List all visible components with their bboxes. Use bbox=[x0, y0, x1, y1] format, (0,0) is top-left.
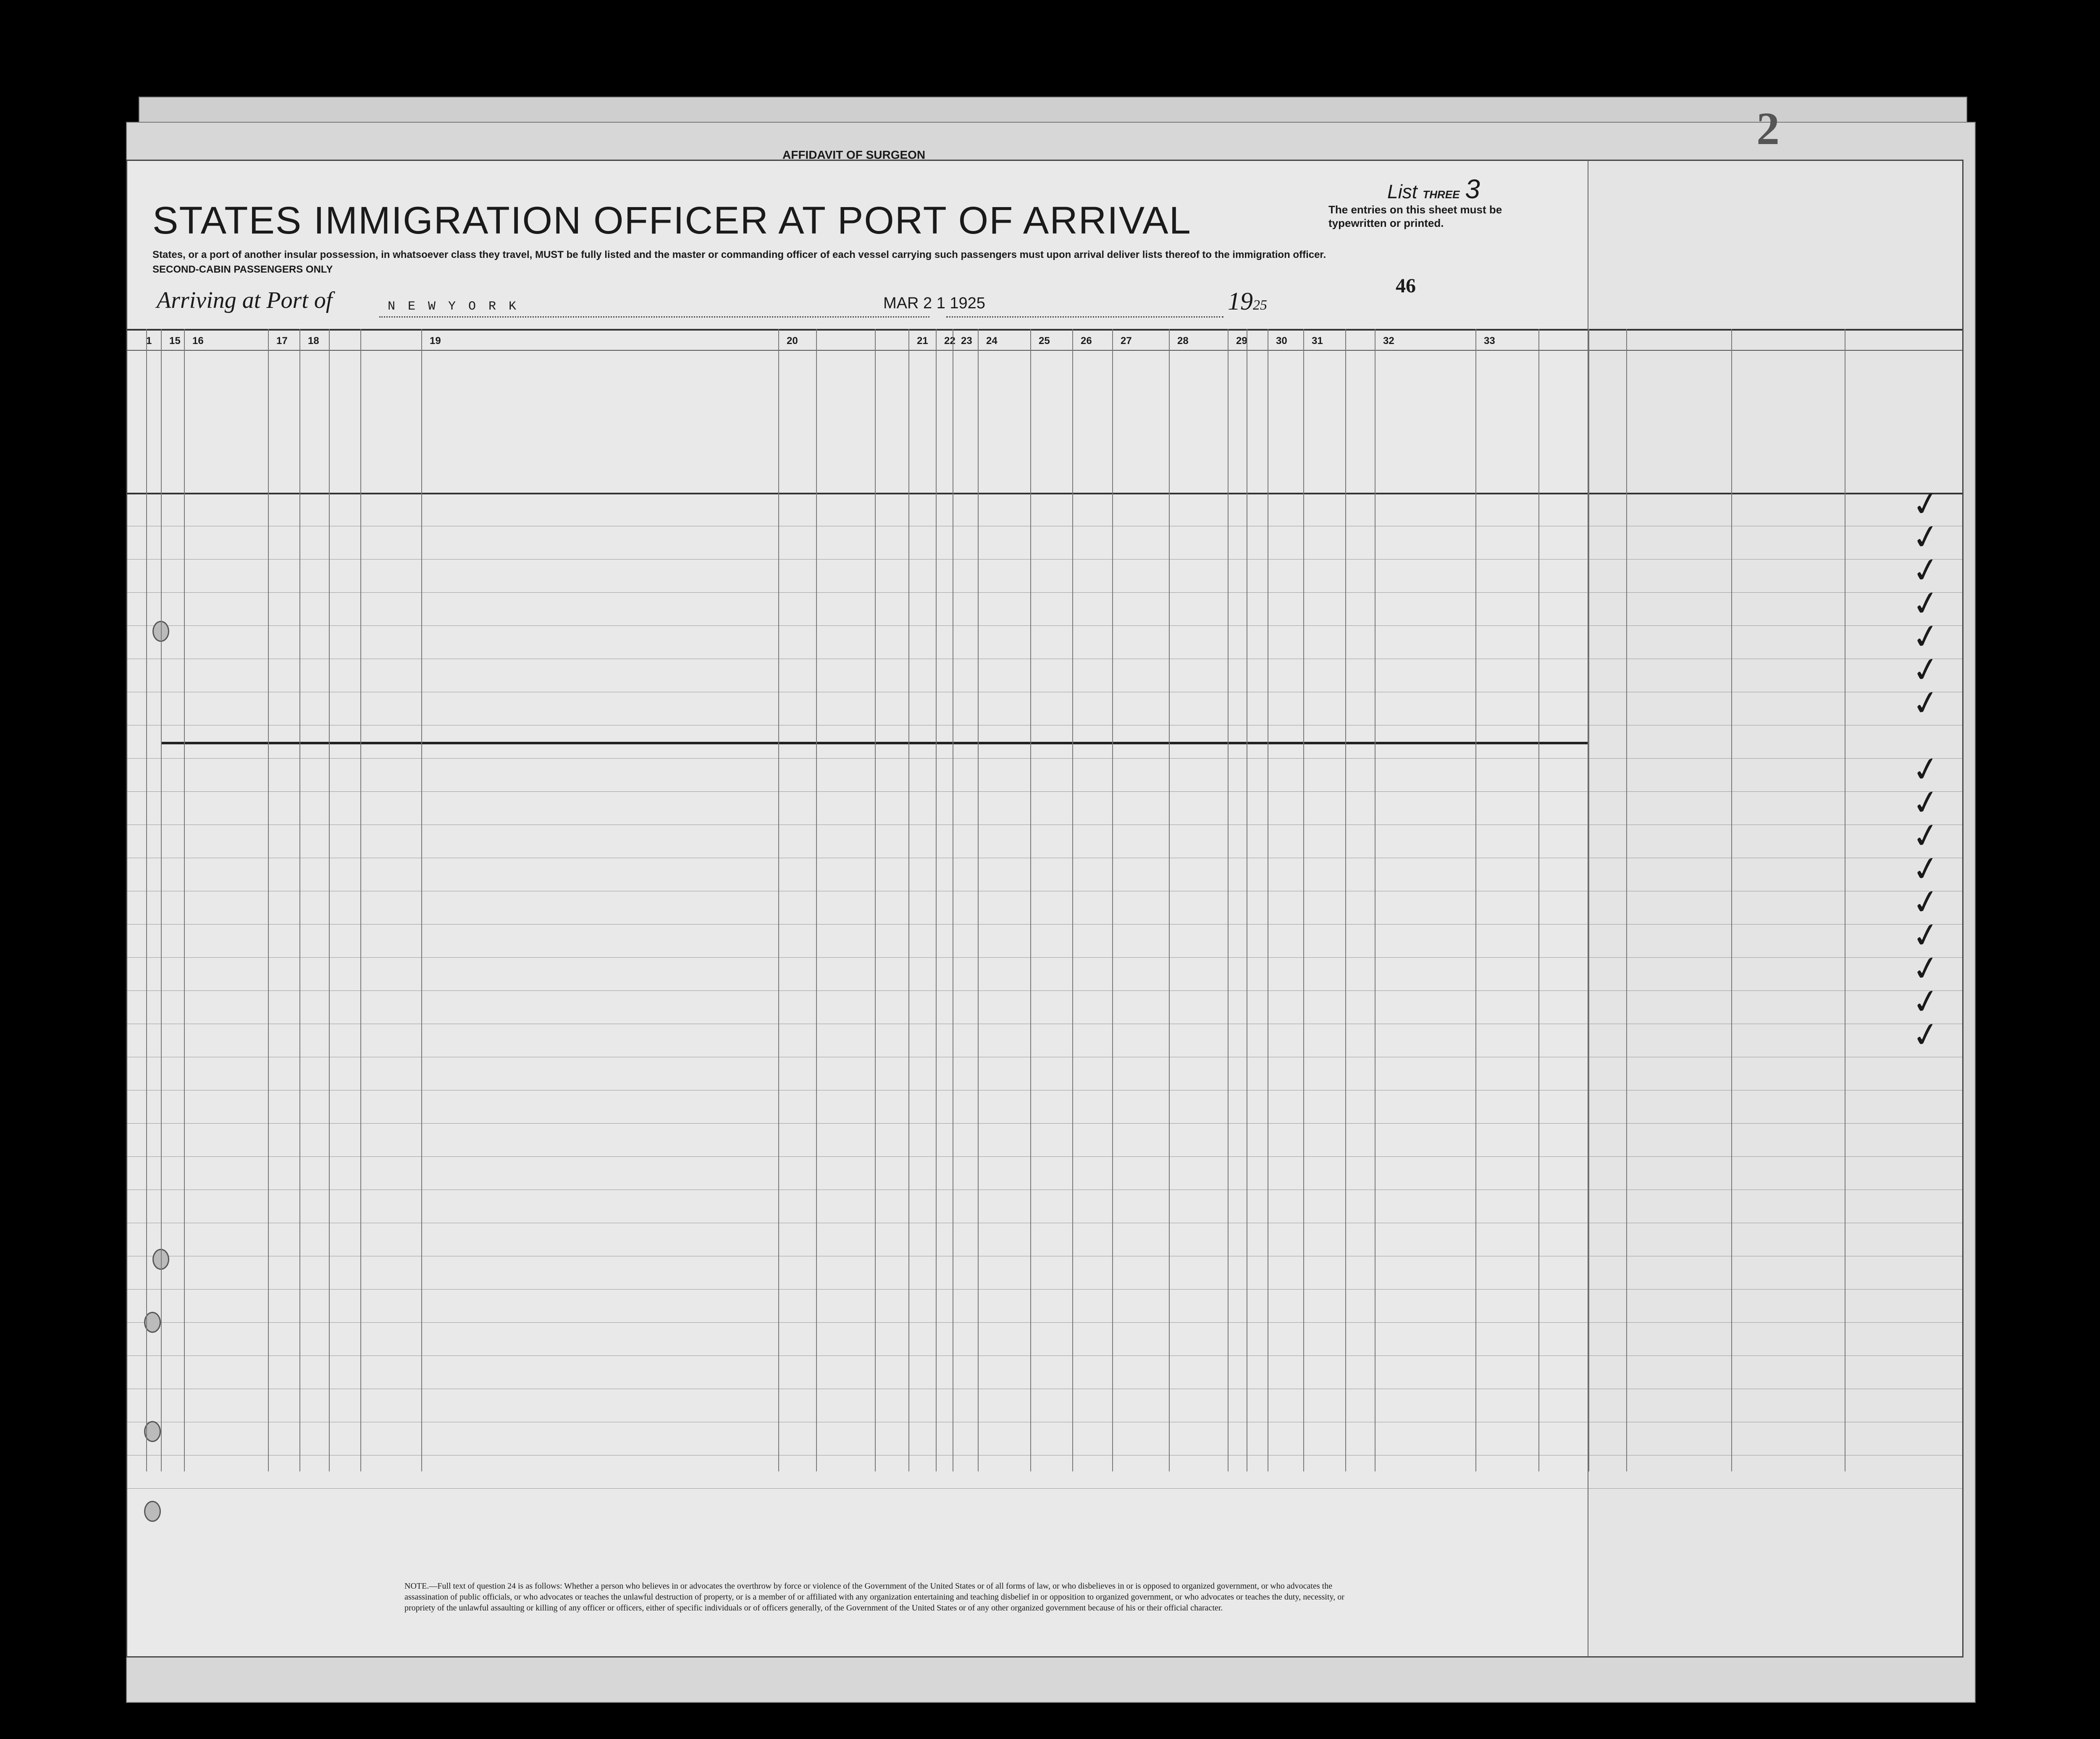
visa-row bbox=[1588, 648, 1962, 692]
empty-row bbox=[127, 1322, 1589, 1356]
list-mark: 3 bbox=[1465, 174, 1480, 204]
empty-row bbox=[127, 1422, 1589, 1455]
column-rule bbox=[816, 329, 817, 1471]
empty-row bbox=[127, 1123, 1589, 1157]
manifest-sheet bbox=[126, 148, 1590, 1658]
visa-empty-row bbox=[1588, 1355, 1962, 1389]
column-number: 16 bbox=[192, 335, 204, 347]
passenger-rows bbox=[127, 493, 1589, 1467]
check-mark: ✓ bbox=[1908, 913, 1943, 957]
column-rule bbox=[268, 329, 269, 1471]
visa-header-top-rule bbox=[1588, 329, 1962, 331]
visa-column-rule bbox=[1626, 329, 1627, 1471]
visa-row bbox=[1588, 548, 1962, 593]
check-mark: ✓ bbox=[1908, 780, 1943, 825]
visa-column-headers bbox=[1588, 329, 1962, 493]
footnote: NOTE.—Full text of question 24 is as follows: Whether a person who believes in or advocates the overthrow by force or violence of the Government of the United States or of all forms of law, or who disbelieves in or is opposed to organized government, or who advocates the assassination of public officials, or who advocates or teaches the unlawful destruction of property, or is a member of or affiliated with any organization entertaining and teaching disbelief in or opposition to organized government, or who advocates or teaches the duty, necessity, or propriety of the unlawful assaulting or killing of any officer or officers, either of specific individuals or of officers generally, of the Government of the United States or of any other organized government because of his or their official character. bbox=[404, 1581, 1344, 1613]
empty-row bbox=[127, 1190, 1589, 1223]
visa-row bbox=[1588, 747, 1962, 792]
column-rule bbox=[329, 329, 330, 1471]
empty-row bbox=[127, 1256, 1589, 1290]
visa-row bbox=[1588, 725, 1962, 759]
table-row bbox=[127, 825, 1589, 858]
visa-empty-row bbox=[1588, 1455, 1962, 1489]
check-mark: ✓ bbox=[1908, 548, 1943, 592]
table-row bbox=[127, 891, 1589, 925]
column-number-rule bbox=[127, 350, 1589, 351]
column-number: 18 bbox=[308, 335, 319, 347]
column-number: 15 bbox=[169, 335, 181, 347]
column-number: 28 bbox=[1177, 335, 1189, 347]
check-mark: ✓ bbox=[1908, 747, 1943, 791]
page-number: 46 bbox=[1396, 275, 1416, 297]
table-row bbox=[127, 526, 1589, 560]
empty-row bbox=[127, 1223, 1589, 1256]
empty-row bbox=[127, 1355, 1589, 1389]
empty-row bbox=[127, 1389, 1589, 1422]
affidavit-heading: AFFIDAVIT OF SURGEON bbox=[782, 148, 926, 161]
visa-row bbox=[1588, 615, 1962, 659]
column-rule bbox=[161, 329, 162, 1471]
column-rule bbox=[146, 329, 147, 1471]
table-row bbox=[127, 924, 1589, 958]
column-rule bbox=[421, 329, 422, 1471]
arriving-label: Arriving at Port of bbox=[157, 287, 333, 313]
intro-text: States, or a port of another insular possession, in whatsoever class they travel, MUST be fully listed and the master or commanding officer of each vessel carrying such passengers must upon arrival deliver lists thereof to the immigration officer. bbox=[152, 249, 1326, 260]
table-row bbox=[127, 1024, 1589, 1057]
visa-empty-row bbox=[1588, 1289, 1962, 1323]
column-rule bbox=[1030, 329, 1031, 1471]
column-rule bbox=[1375, 329, 1376, 1471]
column-rule bbox=[1169, 329, 1170, 1471]
visa-row bbox=[1588, 913, 1962, 958]
visa-row bbox=[1588, 482, 1962, 526]
list-label-text: List bbox=[1387, 181, 1418, 202]
column-rule bbox=[1303, 329, 1304, 1471]
visa-row bbox=[1588, 814, 1962, 858]
visa-column-rule bbox=[1731, 329, 1732, 1471]
visa-row bbox=[1588, 847, 1962, 891]
visa-empty-row bbox=[1588, 1256, 1962, 1290]
year-label bbox=[1228, 287, 1267, 316]
check-mark: ✓ bbox=[1908, 880, 1943, 924]
table-row bbox=[127, 559, 1589, 593]
check-mark: ✓ bbox=[1908, 681, 1943, 725]
column-rule bbox=[184, 329, 185, 1471]
check-mark: ✓ bbox=[1908, 581, 1943, 625]
corner-mark: 2 bbox=[1756, 103, 1780, 154]
check-mark: ✓ bbox=[1908, 1013, 1943, 1057]
visa-empty-row bbox=[1588, 1223, 1962, 1256]
column-rule bbox=[778, 329, 779, 1471]
empty-row bbox=[127, 1156, 1589, 1190]
column-number: 32 bbox=[1383, 335, 1394, 347]
table-row bbox=[127, 592, 1589, 626]
column-number: 27 bbox=[1121, 335, 1132, 347]
column-number: 19 bbox=[430, 335, 441, 347]
column-rule bbox=[1538, 329, 1539, 1471]
empty-row bbox=[127, 1090, 1589, 1124]
table-row bbox=[127, 1057, 1589, 1090]
strike-line bbox=[161, 742, 1622, 744]
empty-row bbox=[127, 1455, 1589, 1489]
visa-row bbox=[1588, 880, 1962, 925]
visa-empty-row bbox=[1588, 1389, 1962, 1422]
visa-empty-row bbox=[1588, 1422, 1962, 1455]
check-mark: ✓ bbox=[1908, 847, 1943, 891]
check-mark: ✓ bbox=[1908, 648, 1943, 692]
column-rule bbox=[978, 329, 979, 1471]
typewritten-notice: The entries on this sheet must be typewritten or printed. bbox=[1328, 203, 1502, 229]
visa-empty-row bbox=[1588, 1090, 1962, 1124]
visa-sheet bbox=[1588, 103, 1964, 1658]
check-mark: ✓ bbox=[1908, 482, 1943, 526]
visa-rows bbox=[1588, 482, 1962, 1467]
table-row bbox=[127, 625, 1589, 659]
list-label bbox=[1387, 173, 1480, 205]
year-prefix: 19 bbox=[1228, 287, 1253, 315]
check-mark: ✓ bbox=[1908, 615, 1943, 659]
visa-row bbox=[1588, 1013, 1962, 1057]
column-rule bbox=[360, 329, 361, 1471]
table-row bbox=[127, 692, 1589, 725]
empty-row bbox=[127, 1289, 1589, 1323]
table-row bbox=[127, 659, 1589, 692]
visa-empty-row bbox=[1588, 1190, 1962, 1223]
column-number: 25 bbox=[1039, 335, 1050, 347]
table-row bbox=[127, 957, 1589, 991]
table-row bbox=[127, 725, 1589, 759]
list-value: THREE bbox=[1423, 188, 1460, 201]
check-mark: ✓ bbox=[1908, 980, 1943, 1024]
port-underline bbox=[379, 316, 929, 318]
column-rule bbox=[936, 329, 937, 1471]
visa-row bbox=[1588, 1057, 1962, 1090]
check-mark: ✓ bbox=[1908, 515, 1943, 559]
date-underline bbox=[946, 316, 1223, 318]
visa-empty-row bbox=[1588, 1156, 1962, 1190]
column-rule bbox=[875, 329, 876, 1471]
visa-row bbox=[1588, 780, 1962, 825]
column-number: 33 bbox=[1484, 335, 1495, 347]
column-rule bbox=[1345, 329, 1346, 1471]
visa-row bbox=[1588, 980, 1962, 1024]
column-number: 21 bbox=[917, 335, 928, 347]
visa-empty-row bbox=[1588, 1123, 1962, 1157]
year-suffix: 25 bbox=[1253, 297, 1267, 313]
table-row bbox=[127, 758, 1589, 792]
column-rule bbox=[1112, 329, 1113, 1471]
date-stamp: MAR 2 1 1925 bbox=[883, 294, 985, 312]
column-number: 31 bbox=[1312, 335, 1323, 347]
column-headers bbox=[127, 329, 1589, 493]
page-title: STATES IMMIGRATION OFFICER AT PORT OF ARRIVAL bbox=[152, 199, 1192, 242]
column-number: 20 bbox=[787, 335, 798, 347]
column-number: 30 bbox=[1276, 335, 1287, 347]
check-mark: ✓ bbox=[1908, 814, 1943, 858]
cabin-class: SECOND-CABIN PASSENGERS ONLY bbox=[152, 264, 333, 275]
visa-number-rule bbox=[1588, 350, 1962, 351]
table-row bbox=[127, 858, 1589, 891]
table-row bbox=[127, 493, 1589, 526]
visa-empty-row bbox=[1588, 1322, 1962, 1356]
column-rule bbox=[299, 329, 300, 1471]
column-rule bbox=[1072, 329, 1073, 1471]
visa-row bbox=[1588, 681, 1962, 725]
column-rule bbox=[1475, 329, 1476, 1471]
column-number: 24 bbox=[986, 335, 998, 347]
column-number: 23 bbox=[961, 335, 972, 347]
column-number: 26 bbox=[1081, 335, 1092, 347]
punch-hole-5 bbox=[144, 1501, 161, 1522]
table-row bbox=[127, 990, 1589, 1024]
column-number: 1 bbox=[146, 335, 152, 347]
check-mark: ✓ bbox=[1908, 946, 1943, 990]
port-name: N E W Y O R K bbox=[388, 299, 519, 314]
column-number: 29 bbox=[1236, 335, 1247, 347]
table-row bbox=[127, 791, 1589, 825]
column-number: 17 bbox=[276, 335, 288, 347]
visa-row bbox=[1588, 515, 1962, 560]
visa-row bbox=[1588, 946, 1962, 991]
visa-row bbox=[1588, 581, 1962, 626]
column-rule bbox=[908, 329, 909, 1471]
column-number: 22 bbox=[944, 335, 956, 347]
visa-column-rule bbox=[1588, 329, 1589, 1471]
